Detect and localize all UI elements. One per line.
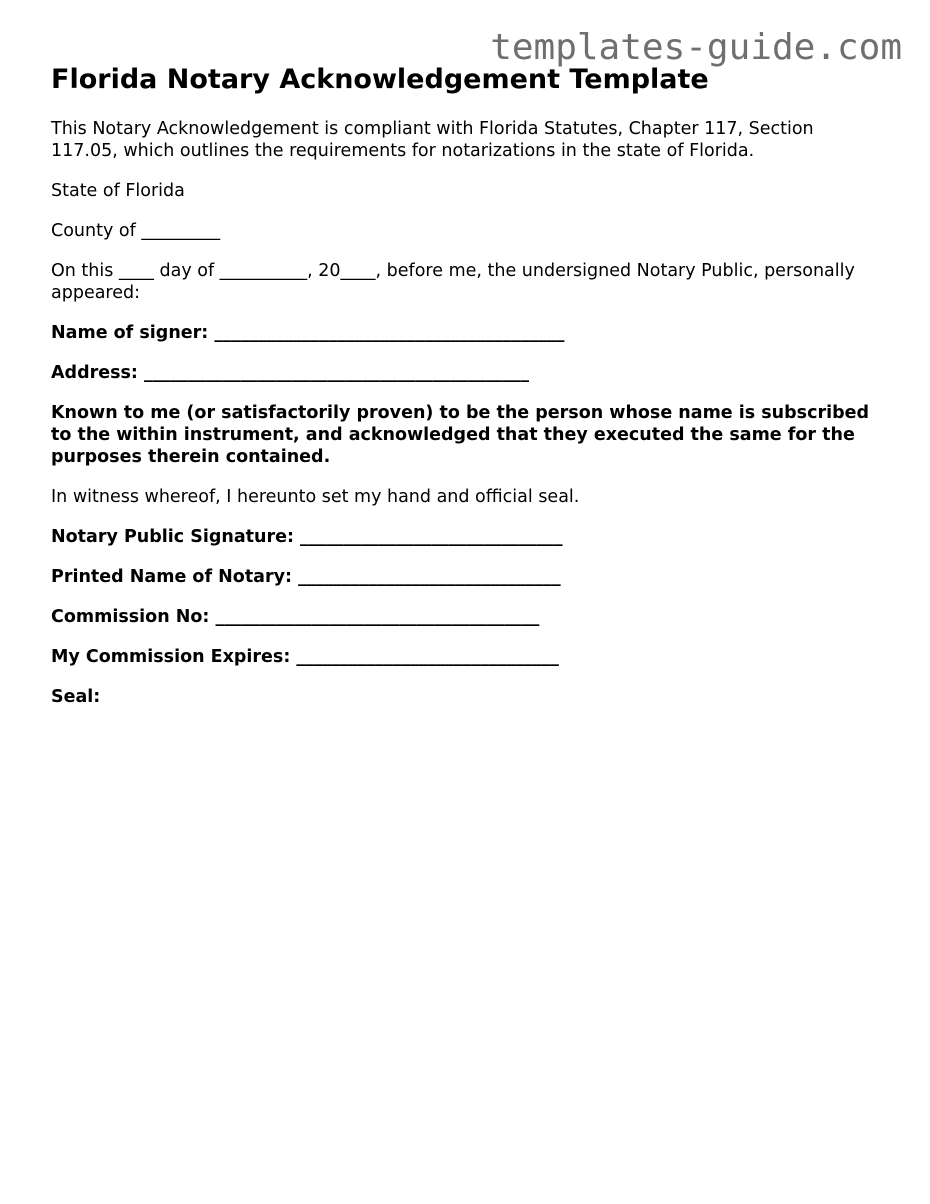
address-line: Address: ____________________________________________ [51, 363, 530, 383]
witness-line: In witness whereof, I hereunto set my hand and official seal. [51, 487, 580, 507]
intro-paragraph: This Notary Acknowledgement is compliant with Florida Statutes, Chapter 117, Section 117.05, which outlines the requirements for notarizations in the state of Florida. [51, 119, 814, 161]
state-line: State of Florida [51, 181, 185, 201]
commission-number-line: Commission No: _____________________________________ [51, 607, 540, 627]
watermark-text: templates-guide.com [490, 27, 902, 68]
notary-signature-line: Notary Public Signature: ______________________________ [51, 527, 563, 547]
seal-line: Seal: [51, 687, 101, 707]
county-line: County of _________ [51, 221, 221, 241]
signer-name-line: Name of signer: ________________________________________ [51, 323, 565, 343]
page-title: Florida Notary Acknowledgement Template [51, 64, 709, 95]
known-statement: Known to me (or satisfactorily proven) to be the person whose name is subscribed to the within instrument, and acknowledged that they executed the same for the purposes therein contained. [51, 403, 870, 467]
document-page [51, 62, 881, 708]
commission-expires-line: My Commission Expires: ______________________________ [51, 647, 559, 667]
printed-name-line: Printed Name of Notary: ______________________________ [51, 567, 561, 587]
appearance-paragraph: On this ____ day of __________, 20____, before me, the undersigned Notary Public, personally appeared: [51, 261, 855, 303]
